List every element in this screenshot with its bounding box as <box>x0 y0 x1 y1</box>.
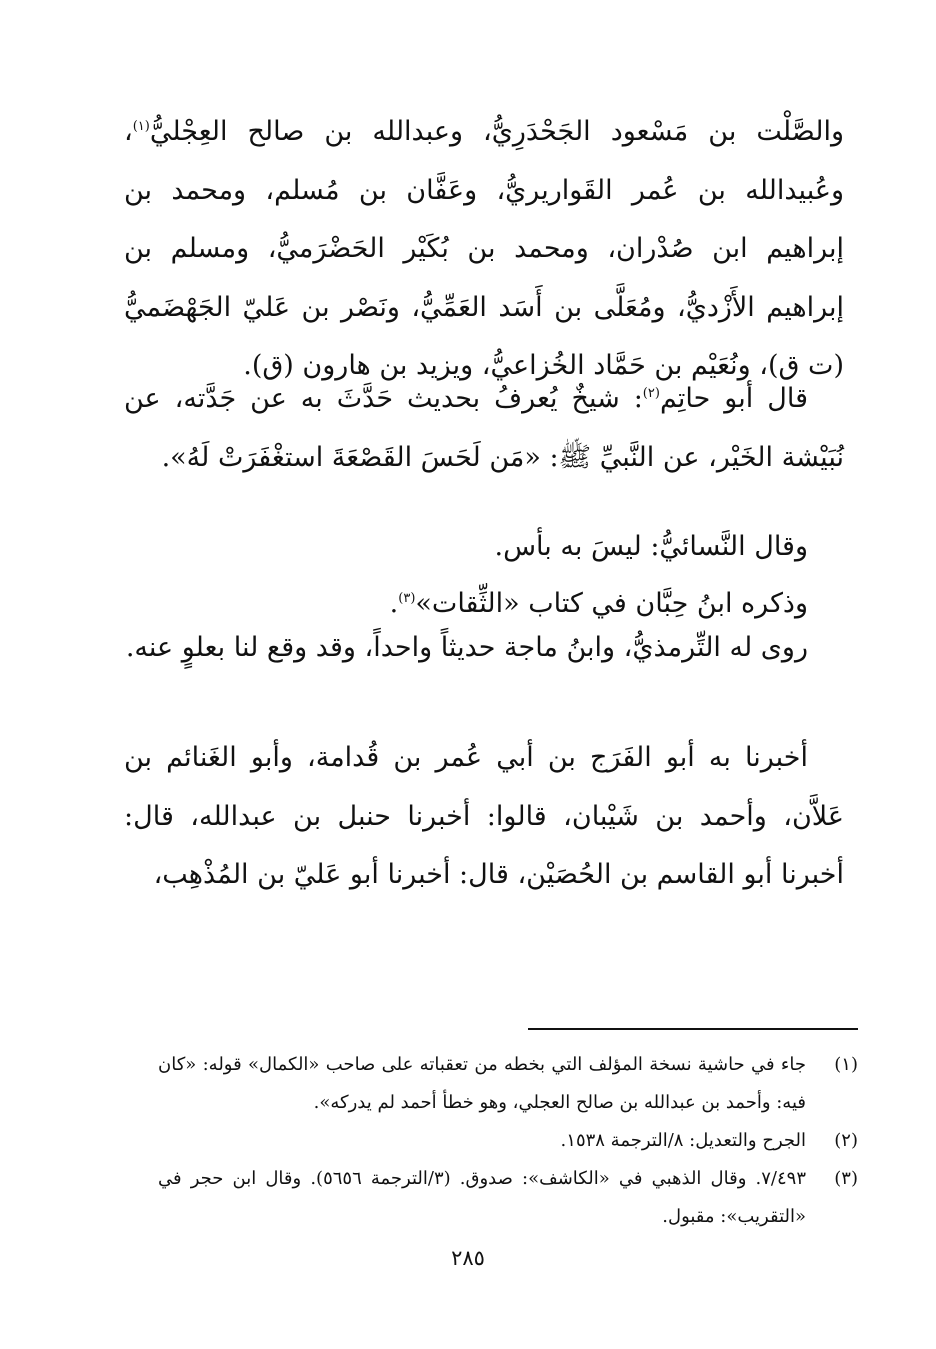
footnote-ref-1[interactable]: (١) <box>132 119 150 134</box>
para2-text-start: قال أبو حاتِم <box>659 383 808 414</box>
footnote-number: (٣) <box>834 1168 858 1189</box>
body-paragraph-abu-hatim <box>124 370 844 487</box>
body-paragraph-isnad: أخبرنا به أبو الفَرَج بن أبي عُمر بن قُدامة، وأبو الغَنائم بن عَلاَّن، وأحمد بن شَيْبان، قالوا: أخبرنا حنبل بن عبدالله، قال: أخبرنا أبو القاسم بن الحُصَيْن، قال: أخبرنا أبو عَليّ بن المُذْهِب، <box>124 742 844 890</box>
footnote-ref-2[interactable]: (٢) <box>642 386 660 401</box>
footnote-text: ٧/٤٩٣. وقال الذهبي في «الكاشف»: صدوق. (٣/الترجمة ٥٦٥٦). وقال ابن حجر في «التقريب»: مقبول. <box>158 1168 806 1227</box>
page-number: ٢٨٥ <box>451 1246 485 1270</box>
para1-text-end: ، وعُبيدالله بن عُمر القَواريريُّ، وعَفَّان بن مُسلم، ومحمد بن إبراهيم ابن صُدْران، ومحمد بن بُكَيْر الحَضْرَميُّ، ومسلم بن إبراهيم الأَزْديُّ، ومُعَلَّى بن أَسَد العَمِّيُّ، ونَصْر بن عَليّ الجَهْضَميُّ (ت ق)، ونُعَيْم بن حَمَّاد الخُزاعيُّ، ويزيد بن هارون (ق). <box>124 116 844 381</box>
footnote-ref-3[interactable]: (٣) <box>398 591 416 606</box>
footnote-number: (٢) <box>834 1130 858 1151</box>
footnote-1 <box>158 1046 858 1122</box>
footnote-2 <box>158 1122 858 1160</box>
footnote-number: (١) <box>834 1054 858 1075</box>
body-paragraph-nasai: وقال النَّسائيُّ: ليسَ به بأس. <box>494 531 808 562</box>
body-paragraph-tirmidhi: روى له التِّرمذيُّ، وابنُ ماجة حديثاً واحداً، وقد وقع لنا بعلوٍ عنه. <box>125 632 808 663</box>
para1-text-start: والصَّلْت بن مَسْعود الجَحْدَرِيُّ، وعبدالله بن صالح العِجْليُّ <box>149 116 844 147</box>
para2-text-end: : شيخٌ يُعرفُ بحديث حَدَّثَ به عن جَدَّته، عن نُبَيْشة الخَيْر، عن النَّبيِّ ﷺ: «مَن لَحَسَ القَصْعَةَ استغْفَرَتْ لَهُ». <box>124 383 844 473</box>
footnote-3 <box>158 1160 858 1236</box>
footnotes-section <box>158 1046 858 1236</box>
footnote-divider <box>528 1028 858 1030</box>
body-paragraph-narrators <box>124 103 844 396</box>
para4-text-end: . <box>389 588 399 619</box>
footnote-text: الجرح والتعديل: ٨/الترجمة ١٥٣٨. <box>560 1130 806 1151</box>
para4-text-start: وذكره ابنُ حِبَّان في كتاب «الثِّقات» <box>415 588 808 619</box>
footnote-text: جاء في حاشية نسخة المؤلف التي بخطه من تعقباته على صاحب «الكمال» قوله: «كان فيه: وأحمد بن عبدالله بن صالح العجلي، وهو خطأ أحمد لم يدركه». <box>158 1054 806 1113</box>
